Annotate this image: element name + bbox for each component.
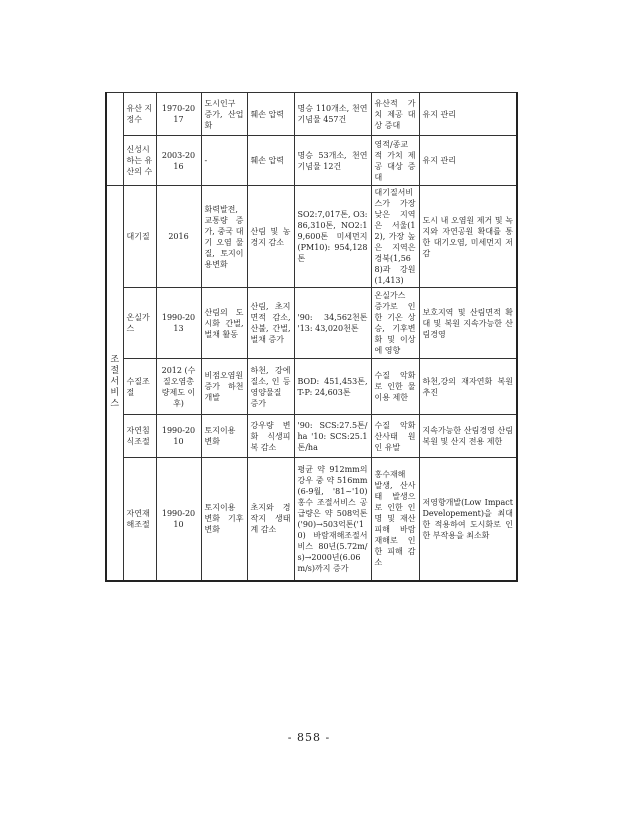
cell-pressure: 산림, 초지 면적 감소, 산불, 간벌, 벌채 증가 xyxy=(247,288,294,359)
cell-pressure: 훼손 압력 xyxy=(247,93,294,136)
cell-period: 1990-2010 xyxy=(156,415,201,458)
cell-status: 평균 약 912mm의 강우 중 약 516mm (6-9월, '81~'10) 홍수 조절서비스 공급량은 약 508억톤('90)→503억톤('10) 바람재해조절서비스 80년(5.72m/s)→2000년(6.06m/s)까지 증가 xyxy=(294,458,371,581)
cell-item: 온실가스 xyxy=(123,288,156,359)
category-cell-blank xyxy=(106,93,123,186)
cell-period: 2012 (수질오염총량제도 이후) xyxy=(156,359,201,415)
cell-response: 저영향개발(Low Impact Developement)을 최대한 적용하여 도시화로 인한 부작용을 최소화 xyxy=(419,458,517,581)
cell-status: 명승 110개소, 천연기념물 457건 xyxy=(294,93,371,136)
cell-period: 2003-2016 xyxy=(156,136,201,186)
table-row xyxy=(106,186,517,288)
cell-response: 도시 내 오염원 제거 및 녹지와 자연공원 확대를 통한 대기오염, 미세먼지 저감 xyxy=(419,186,517,288)
cell-impact: 홍수재해 발생, 산사태 발생으로 인한 인명 및 재산 피해 바람재해로 인한 피해 감소 xyxy=(371,458,419,581)
cell-driver: 산림의 도시화 간벌, 벌채 활동 xyxy=(201,288,247,359)
cell-period: 1970-2017 xyxy=(156,93,201,136)
cell-period: 2016 xyxy=(156,186,201,288)
cell-item: 대기질 xyxy=(123,186,156,288)
cell-driver: 토지이용 변화 기후변화 xyxy=(201,458,247,581)
cell-status: '90: SCS:27.5톤/ha '10: SCS:25.1톤/ha xyxy=(294,415,371,458)
cell-item: 자연침식조절 xyxy=(123,415,156,458)
cell-impact: 영적/종교적 가치 제공 대상 증대 xyxy=(371,136,419,186)
cell-response: 유지 관리 xyxy=(419,93,517,136)
table-row xyxy=(106,288,517,359)
cell-status: BOD: 451,453톤, T-P: 24,603톤 xyxy=(294,359,371,415)
cell-impact: 대기질서비스가 가장 낮은 지역은 서울(12), 가장 높은 지역은 경북(1,568)과 강원(1,413) xyxy=(371,186,419,288)
cell-driver: - xyxy=(201,136,247,186)
cell-response: 보호지역 및 산림면적 확대 및 복원 지속가능한 산림경영 xyxy=(419,288,517,359)
cell-impact: 온실가스 증가로 인한 기온 상승, 기후변화 및 이상에 영향 xyxy=(371,288,419,359)
cell-impact: 수질 악화로 인한 물 이용 제한 xyxy=(371,359,419,415)
cell-status: SO2:7,017톤, O3: 86,310톤, NO2:19,600톤 미세먼지(PM10): 954,128톤 xyxy=(294,186,371,288)
cell-response: 지속가능한 산림경영 산림 복원 및 산지 전용 제한 xyxy=(419,415,517,458)
category-cell xyxy=(106,186,123,581)
cell-driver: 비점오염원 증가 하천 개발 xyxy=(201,359,247,415)
table-row xyxy=(106,93,517,136)
cell-driver: 도시인구 증가, 산업화 xyxy=(201,93,247,136)
cell-item: 신성시하는 유산의 수 xyxy=(123,136,156,186)
cell-item: 유산 지정수 xyxy=(123,93,156,136)
cell-pressure: 산림 및 농경지 감소 xyxy=(247,186,294,288)
cell-response: 하천,강의 재자연화 복원 추진 xyxy=(419,359,517,415)
page-number: - 858 - xyxy=(287,731,331,744)
cell-pressure: 훼손 압력 xyxy=(247,136,294,186)
cell-driver: 토지이용 변화 xyxy=(201,415,247,458)
cell-item: 자연재해조절 xyxy=(123,458,156,581)
cell-pressure: 강우량 변화 식생피복 감소 xyxy=(247,415,294,458)
cell-impact: 수질 악화 산사태 원인 유발 xyxy=(371,415,419,458)
table-row xyxy=(106,136,517,186)
table-row xyxy=(106,458,517,581)
cell-pressure: 하천, 강에 질소, 인 등 영양물질 증가 xyxy=(247,359,294,415)
table-row xyxy=(106,359,517,415)
ecosystem-service-table xyxy=(105,92,518,582)
category-label: 조절서비스 xyxy=(110,355,120,410)
cell-period: 1990-2013 xyxy=(156,288,201,359)
cell-status: '90: 34,562천톤 '13: 43,020천톤 xyxy=(294,288,371,359)
cell-pressure: 초지와 경작지 생태계 감소 xyxy=(247,458,294,581)
cell-response: 유지 관리 xyxy=(419,136,517,186)
cell-status: 명승 53개소, 천연기념물 12건 xyxy=(294,136,371,186)
cell-impact: 유산적 가치 제공 대상 증대 xyxy=(371,93,419,136)
cell-driver: 화력발전, 교통량 증가, 중국 대기 오염 물질, 토지이용변화 xyxy=(201,186,247,288)
table-row xyxy=(106,415,517,458)
cell-period: 1990-2010 xyxy=(156,458,201,581)
cell-item: 수질조절 xyxy=(123,359,156,415)
